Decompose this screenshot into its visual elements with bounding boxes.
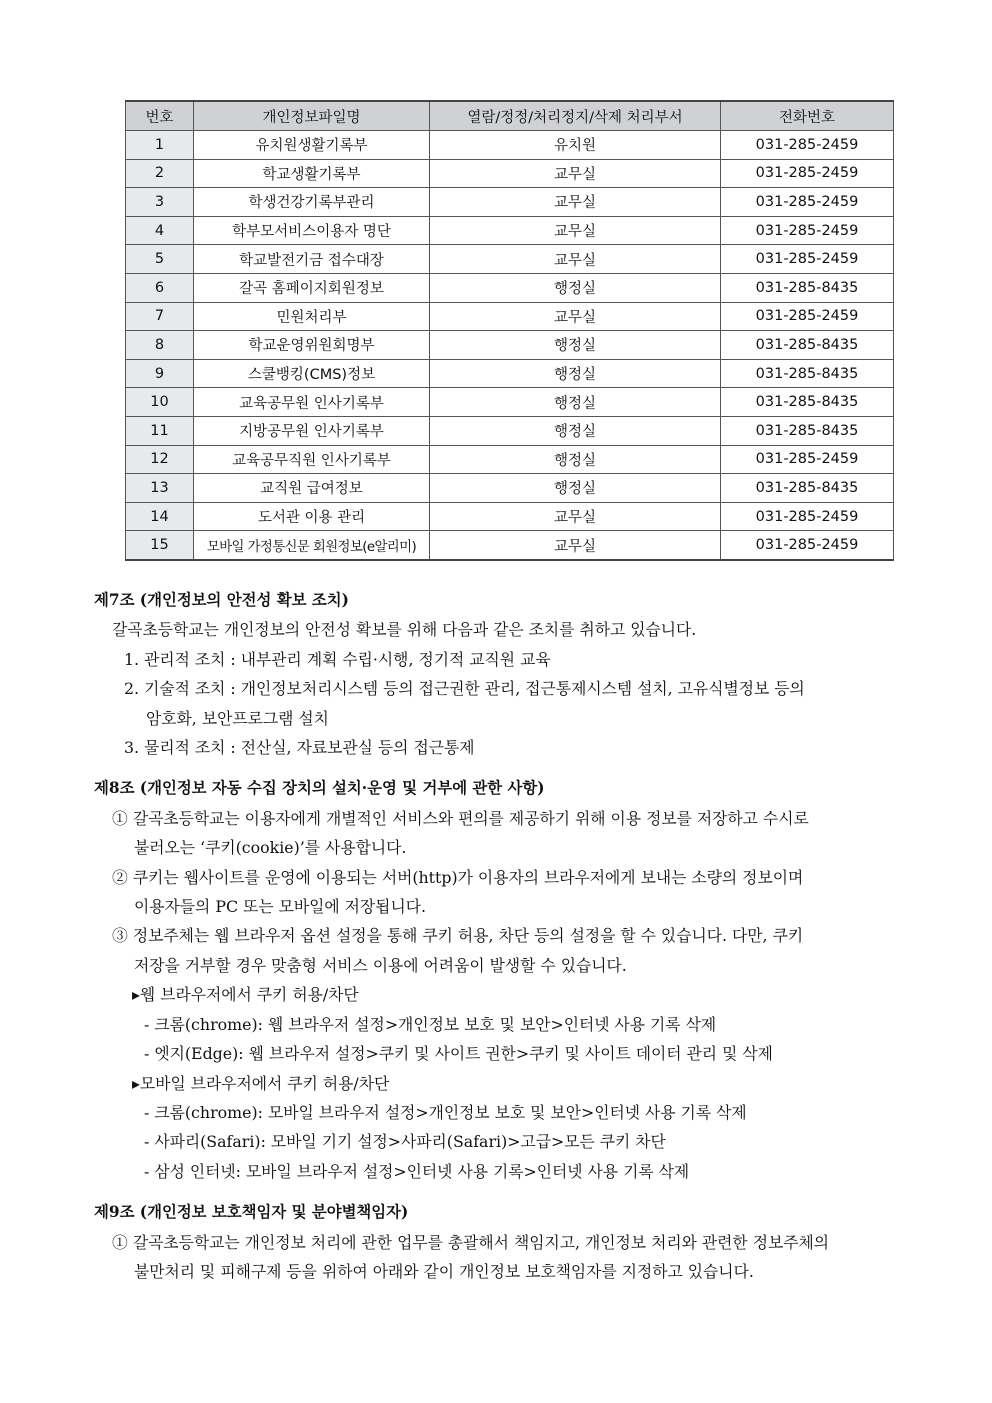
row-number: 5 bbox=[126, 245, 194, 274]
article-7-intro: 갈곡초등학교는 개인정보의 안전성 확보를 위해 다음과 같은 조치를 취하고 있습니다. bbox=[112, 620, 697, 640]
row-department: 행정실 bbox=[430, 359, 721, 388]
table-row bbox=[126, 531, 894, 560]
row-file-name: 교육공무직원 인사기록부 bbox=[194, 445, 430, 474]
article-8 bbox=[94, 774, 900, 1186]
row-number: 14 bbox=[126, 502, 194, 531]
article-8-paragraph-1 bbox=[94, 804, 900, 833]
article-7-item-3: 3. 물리적 조치 : 전산실, 자료보관실 등의 접근통제 bbox=[124, 738, 475, 758]
table-row bbox=[126, 273, 894, 302]
paragraph-text: 쿠키는 웹사이트를 운영에 이용되는 서버(http)가 이용자의 브라우저에게 보내는 소량의 정보이며 bbox=[132, 867, 804, 887]
row-number: 8 bbox=[126, 331, 194, 360]
article-7-title: 제7조 (개인정보의 안전성 확보 조치) bbox=[94, 591, 349, 609]
article-9-paragraph-1 bbox=[94, 1228, 900, 1257]
row-number: 12 bbox=[126, 445, 194, 474]
paragraph-mark: ② bbox=[112, 867, 128, 887]
document-body bbox=[94, 586, 900, 1298]
row-number: 13 bbox=[126, 474, 194, 503]
article-7-item-2-line-2: 암호화, 보안프로그램 설치 bbox=[146, 708, 329, 728]
row-department: 행정실 bbox=[430, 474, 721, 503]
row-department: 교무실 bbox=[430, 216, 721, 245]
row-phone: 031-285-2459 bbox=[721, 531, 894, 560]
row-phone: 031-285-8435 bbox=[721, 474, 894, 503]
row-department: 교무실 bbox=[430, 159, 721, 188]
table-row bbox=[126, 245, 894, 274]
row-number: 1 bbox=[126, 131, 194, 160]
row-department: 행정실 bbox=[430, 416, 721, 445]
row-department: 행정실 bbox=[430, 445, 721, 474]
row-department: 교무실 bbox=[430, 245, 721, 274]
row-number: 7 bbox=[126, 302, 194, 331]
mobile-browser-item-safari: - 사파리(Safari): 모바일 기기 설정>사파리(Safari)>고급>모든 쿠키 차단 bbox=[144, 1132, 666, 1152]
article-7-item-1: 1. 관리적 조치 : 내부관리 계획 수립·시행, 정기적 교직원 교육 bbox=[124, 649, 551, 669]
row-file-name: 학생건강기록부관리 bbox=[194, 188, 430, 217]
table-row bbox=[126, 131, 894, 160]
article-8-paragraph-3-line-2: 저장을 거부할 경우 맞춤형 서비스 이용에 어려움이 발생할 수 있습니다. bbox=[134, 955, 627, 975]
row-number: 15 bbox=[126, 531, 194, 560]
row-department: 교무실 bbox=[430, 302, 721, 331]
paragraph-mark: ① bbox=[112, 808, 128, 828]
row-department: 교무실 bbox=[430, 188, 721, 217]
row-phone: 031-285-8435 bbox=[721, 359, 894, 388]
paragraph-mark: ③ bbox=[112, 926, 128, 946]
mobile-browser-item-samsung: - 삼성 인터넷: 모바일 브라우저 설정>인터넷 사용 기록>인터넷 사용 기록 삭제 bbox=[144, 1161, 690, 1181]
row-file-name: 학부모서비스이용자 명단 bbox=[194, 216, 430, 245]
table-row bbox=[126, 502, 894, 531]
table-row bbox=[126, 188, 894, 217]
header-department: 열람/정정/처리정지/삭제 처리부서 bbox=[430, 101, 721, 131]
row-number: 11 bbox=[126, 416, 194, 445]
article-8-paragraph-2-line-2: 이용자들의 PC 또는 모바일에 저장됩니다. bbox=[134, 897, 426, 917]
row-phone: 031-285-8435 bbox=[721, 416, 894, 445]
row-department: 교무실 bbox=[430, 531, 721, 560]
table-row bbox=[126, 416, 894, 445]
row-phone: 031-285-2459 bbox=[721, 216, 894, 245]
article-8-paragraph-3 bbox=[94, 921, 900, 950]
article-9 bbox=[94, 1198, 900, 1286]
row-phone: 031-285-2459 bbox=[721, 131, 894, 160]
row-phone: 031-285-2459 bbox=[721, 188, 894, 217]
article-7-item-2-line-1: 2. 기술적 조치 : 개인정보처리시스템 등의 접근권한 관리, 접근통제시스템 설치, 고유식별정보 등의 bbox=[124, 679, 805, 699]
article-9-paragraph-1-line-2: 불만처리 및 피해구제 등을 위하여 아래와 같이 개인정보 보호책임자를 지정하고 있습니다. bbox=[134, 1261, 754, 1281]
row-phone: 031-285-2459 bbox=[721, 302, 894, 331]
table-row bbox=[126, 216, 894, 245]
row-phone: 031-285-8435 bbox=[721, 273, 894, 302]
row-number: 10 bbox=[126, 388, 194, 417]
row-file-name: 학교운영위원회명부 bbox=[194, 331, 430, 360]
row-file-name: 유치원생활기록부 bbox=[194, 131, 430, 160]
row-department: 교무실 bbox=[430, 502, 721, 531]
row-phone: 031-285-2459 bbox=[721, 245, 894, 274]
header-number: 번호 bbox=[126, 101, 194, 131]
table-row bbox=[126, 388, 894, 417]
row-file-name: 모바일 가정통신문 회원정보(e알리미) bbox=[194, 531, 430, 560]
row-file-name: 학교발전기금 접수대장 bbox=[194, 245, 430, 274]
table-row bbox=[126, 159, 894, 188]
row-file-name: 갈곡 홈페이지회원정보 bbox=[194, 273, 430, 302]
paragraph-text: 갈곡초등학교는 개인정보 처리에 관한 업무를 총괄해서 책임지고, 개인정보 처리와 관련한 정보주체의 bbox=[132, 1232, 829, 1252]
row-file-name: 교직원 급여정보 bbox=[194, 474, 430, 503]
article-9-title: 제9조 (개인정보 보호책임자 및 분야별책임자) bbox=[94, 1203, 409, 1222]
row-file-name: 도서관 이용 관리 bbox=[194, 502, 430, 531]
table-row bbox=[126, 302, 894, 331]
row-number: 3 bbox=[126, 188, 194, 217]
table-row bbox=[126, 331, 894, 360]
row-phone: 031-285-2459 bbox=[721, 445, 894, 474]
web-browser-heading: ▸웹 브라우저에서 쿠키 허용/차단 bbox=[132, 985, 359, 1005]
article-8-paragraph-1-line-2: 불러오는 ‘쿠키(cookie)’를 사용합니다. bbox=[134, 838, 407, 858]
row-department: 행정실 bbox=[430, 331, 721, 360]
row-file-name: 지방공무원 인사기록부 bbox=[194, 416, 430, 445]
table-row bbox=[126, 445, 894, 474]
table-body bbox=[126, 131, 894, 560]
personal-info-file-table bbox=[125, 100, 894, 561]
row-number: 2 bbox=[126, 159, 194, 188]
row-phone: 031-285-2459 bbox=[721, 502, 894, 531]
row-number: 4 bbox=[126, 216, 194, 245]
row-number: 9 bbox=[126, 359, 194, 388]
article-7 bbox=[94, 586, 900, 762]
row-department: 행정실 bbox=[430, 273, 721, 302]
table-row bbox=[126, 359, 894, 388]
article-8-paragraph-2 bbox=[94, 863, 900, 892]
mobile-browser-heading: ▸모바일 브라우저에서 쿠키 허용/차단 bbox=[132, 1073, 390, 1093]
web-browser-item-edge: - 엣지(Edge): 웹 브라우저 설정>쿠키 및 사이트 권한>쿠키 및 사이트 데이터 관리 및 삭제 bbox=[144, 1044, 773, 1064]
row-phone: 031-285-8435 bbox=[721, 331, 894, 360]
row-department: 행정실 bbox=[430, 388, 721, 417]
row-phone: 031-285-8435 bbox=[721, 388, 894, 417]
table-row bbox=[126, 474, 894, 503]
row-file-name: 학교생활기록부 bbox=[194, 159, 430, 188]
row-file-name: 민원처리부 bbox=[194, 302, 430, 331]
row-department: 유치원 bbox=[430, 131, 721, 160]
paragraph-text: 갈곡초등학교는 이용자에게 개별적인 서비스와 편의를 제공하기 위해 이용 정보를 저장하고 수시로 bbox=[132, 808, 809, 828]
mobile-browser-item-chrome: - 크롬(chrome): 모바일 브라우저 설정>개인정보 보호 및 보안>인터넷 사용 기록 삭제 bbox=[144, 1102, 747, 1122]
table-header-row bbox=[126, 101, 894, 131]
article-8-title: 제8조 (개인정보 자동 수집 장치의 설치·운영 및 거부에 관한 사항) bbox=[94, 779, 545, 798]
web-browser-item-chrome: - 크롬(chrome): 웹 브라우저 설정>개인정보 보호 및 보안>인터넷 사용 기록 삭제 bbox=[144, 1014, 717, 1034]
header-phone: 전화번호 bbox=[721, 101, 894, 131]
header-file-name: 개인정보파일명 bbox=[194, 101, 430, 131]
row-phone: 031-285-2459 bbox=[721, 159, 894, 188]
paragraph-text: 정보주체는 웹 브라우저 옵션 설정을 통해 쿠키 허용, 차단 등의 설정을 할 수 있습니다. 다만, 쿠키 bbox=[132, 926, 804, 946]
row-file-name: 교육공무원 인사기록부 bbox=[194, 388, 430, 417]
row-number: 6 bbox=[126, 273, 194, 302]
row-file-name: 스쿨뱅킹(CMS)정보 bbox=[194, 359, 430, 388]
paragraph-mark: ① bbox=[112, 1232, 128, 1252]
